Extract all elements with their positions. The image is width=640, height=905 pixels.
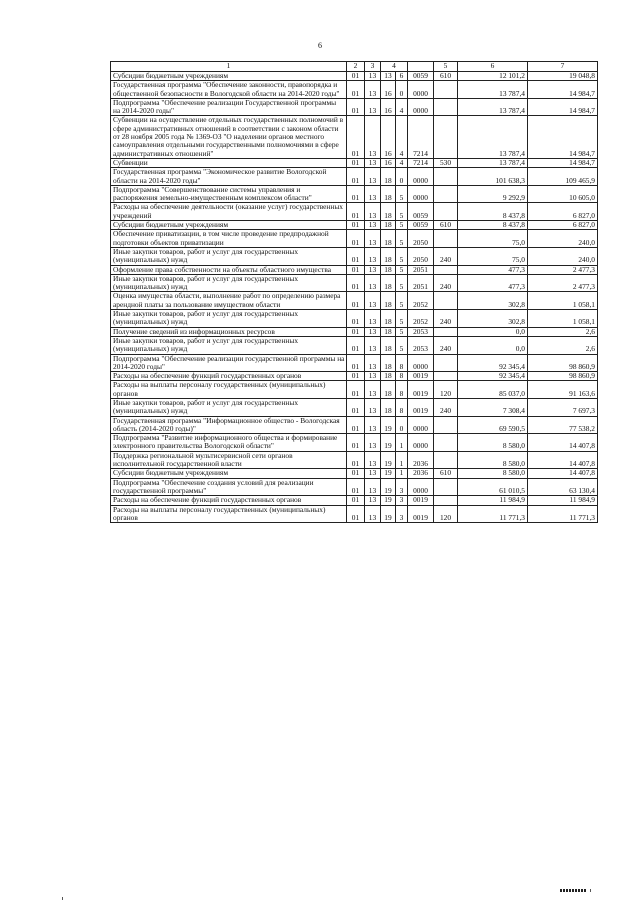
amount-year1-cell: 302,8 (458, 292, 528, 310)
amount-year1-cell: 12 101,2 (458, 72, 528, 81)
table-row (111, 478, 598, 496)
amount-year2-cell: 14 984,7 (528, 81, 598, 99)
amount-year2-cell: 19 048,8 (528, 72, 598, 81)
section-code-cell: 01 (347, 310, 365, 328)
direction-code-cell: 2052 (408, 292, 434, 310)
row-name-cell: Подпрограмма "Обеспечение реализации государственной программы на 2014-2020 годы" (111, 354, 347, 372)
expense-type-cell (434, 292, 458, 310)
program-code-cell: 19 (381, 434, 396, 452)
subsection-code-cell: 13 (365, 478, 381, 496)
table-row (111, 168, 598, 186)
amount-year2-cell: 11 984,9 (528, 496, 598, 505)
direction-code-cell: 0000 (408, 168, 434, 186)
program-code-cell: 16 (381, 116, 396, 158)
table-row (111, 416, 598, 434)
subprogram-code-cell: 5 (396, 336, 408, 354)
amount-year2-cell: 14 984,7 (528, 158, 598, 167)
row-name-cell: Государственная программа "Информационное общество - Вологодская область (2014-2020 годы)" (111, 416, 347, 434)
direction-code-cell: 2052 (408, 310, 434, 328)
direction-code-cell: 0000 (408, 185, 434, 203)
section-code-cell: 01 (347, 505, 365, 523)
expense-type-cell (434, 185, 458, 203)
section-code-cell: 01 (347, 478, 365, 496)
row-name-cell: Государственная программа "Экономическое развитие Вологодской области на 2014-2020 годы" (111, 168, 347, 186)
amount-year2-cell: 14 407,8 (528, 469, 598, 478)
subsection-code-cell: 13 (365, 381, 381, 399)
section-code-cell: 01 (347, 158, 365, 167)
page-number: 6 (318, 41, 322, 50)
table-row (111, 203, 598, 221)
amount-year2-cell: 14 407,8 (528, 434, 598, 452)
row-name-cell: Субвенции (111, 158, 347, 167)
header-cell: 7 (528, 62, 598, 72)
subsection-code-cell: 13 (365, 416, 381, 434)
subprogram-code-cell: 6 (396, 72, 408, 81)
subsection-code-cell: 13 (365, 336, 381, 354)
direction-code-cell: 0000 (408, 98, 434, 116)
amount-year1-cell: 8 437,8 (458, 203, 528, 221)
section-code-cell: 01 (347, 292, 365, 310)
subsection-code-cell: 13 (365, 372, 381, 381)
direction-code-cell: 0019 (408, 398, 434, 416)
section-code-cell: 01 (347, 381, 365, 399)
amount-year1-cell: 69 590,5 (458, 416, 528, 434)
expense-type-cell: 240 (434, 310, 458, 328)
subsection-code-cell: 13 (365, 81, 381, 99)
amount-year1-cell: 92 345,4 (458, 372, 528, 381)
expense-type-cell: 240 (434, 247, 458, 265)
subprogram-code-cell: 5 (396, 203, 408, 221)
expense-type-cell: 120 (434, 505, 458, 523)
section-code-cell: 01 (347, 81, 365, 99)
direction-code-cell: 7214 (408, 158, 434, 167)
row-name-cell: Подпрограмма "Развитие информационного общества и формирование электронного правительства Вологодской области" (111, 434, 347, 452)
subprogram-code-cell: 5 (396, 327, 408, 336)
subsection-code-cell: 13 (365, 292, 381, 310)
expense-type-cell (434, 354, 458, 372)
program-code-cell: 18 (381, 381, 396, 399)
amount-year1-cell: 13 787,4 (458, 81, 528, 99)
amount-year1-cell: 92 345,4 (458, 354, 528, 372)
subsection-code-cell: 13 (365, 274, 381, 292)
subprogram-code-cell: 8 (396, 398, 408, 416)
section-code-cell: 01 (347, 265, 365, 274)
direction-code-cell: 0059 (408, 221, 434, 230)
header-cell (408, 62, 434, 72)
amount-year1-cell: 477,3 (458, 274, 528, 292)
row-name-cell: Подпрограмма "Совершенствование системы управления и распоряжения земельно-имущественным комплексом области" (111, 185, 347, 203)
amount-year2-cell: 2 477,3 (528, 265, 598, 274)
row-name-cell: Субвенции на осуществление отдельных государственных полномочий в сфере административных отношений в соответствии с законом области от 28 ноября 2005 года № 1369-ОЗ "О наделении органов местного самоуправления отдельными государственными полномочиями в сфере административных отношений" (111, 116, 347, 158)
subprogram-code-cell: 8 (396, 354, 408, 372)
amount-year2-cell: 91 163,6 (528, 381, 598, 399)
subprogram-code-cell: 8 (396, 372, 408, 381)
direction-code-cell: 0000 (408, 478, 434, 496)
program-code-cell: 19 (381, 416, 396, 434)
program-code-cell: 16 (381, 158, 396, 167)
amount-year2-cell: 77 538,2 (528, 416, 598, 434)
program-code-cell: 18 (381, 221, 396, 230)
table-row (111, 398, 598, 416)
program-code-cell: 18 (381, 185, 396, 203)
direction-code-cell: 2051 (408, 274, 434, 292)
subprogram-code-cell: 5 (396, 274, 408, 292)
header-cell: 3 (365, 62, 381, 72)
amount-year1-cell: 13 787,4 (458, 98, 528, 116)
subsection-code-cell: 13 (365, 72, 381, 81)
subsection-code-cell: 13 (365, 230, 381, 248)
expense-type-cell (434, 98, 458, 116)
section-code-cell: 01 (347, 230, 365, 248)
direction-code-cell: 7214 (408, 116, 434, 158)
scan-dot (590, 889, 591, 892)
subsection-code-cell: 13 (365, 247, 381, 265)
amount-year1-cell: 9 292,9 (458, 185, 528, 203)
subprogram-code-cell: 3 (396, 496, 408, 505)
budget-table (110, 61, 598, 523)
amount-year2-cell: 10 605,0 (528, 185, 598, 203)
table-row (111, 451, 598, 469)
section-code-cell: 01 (347, 185, 365, 203)
table-row (111, 469, 598, 478)
program-code-cell: 18 (381, 310, 396, 328)
header-cell: 4 (381, 62, 408, 72)
direction-code-cell: 0059 (408, 203, 434, 221)
table-row (111, 336, 598, 354)
subsection-code-cell: 13 (365, 221, 381, 230)
row-name-cell: Иные закупки товаров, работ и услуг для государственных (муниципальных) нужд (111, 310, 347, 328)
table-row (111, 265, 598, 274)
section-code-cell: 01 (347, 327, 365, 336)
expense-type-cell: 610 (434, 221, 458, 230)
amount-year2-cell: 6 827,0 (528, 221, 598, 230)
table-row (111, 434, 598, 452)
amount-year1-cell: 75,0 (458, 247, 528, 265)
expense-type-cell (434, 478, 458, 496)
row-name-cell: Иные закупки товаров, работ и услуг для государственных (муниципальных) нужд (111, 336, 347, 354)
subsection-code-cell: 13 (365, 496, 381, 505)
subsection-code-cell: 13 (365, 451, 381, 469)
direction-code-cell: 2053 (408, 336, 434, 354)
subprogram-code-cell: 8 (396, 381, 408, 399)
expense-type-cell (434, 230, 458, 248)
direction-code-cell: 2053 (408, 327, 434, 336)
amount-year2-cell: 1 058,1 (528, 292, 598, 310)
amount-year2-cell: 2,6 (528, 336, 598, 354)
program-code-cell: 16 (381, 98, 396, 116)
row-name-cell: Расходы на выплаты персоналу государственных (муниципальных) органов (111, 505, 347, 523)
program-code-cell: 18 (381, 292, 396, 310)
amount-year1-cell: 8 580,0 (458, 434, 528, 452)
direction-code-cell: 0000 (408, 434, 434, 452)
row-name-cell: Иные закупки товаров, работ и услуг для государственных (муниципальных) нужд (111, 274, 347, 292)
amount-year1-cell: 13 787,4 (458, 116, 528, 158)
section-code-cell: 01 (347, 416, 365, 434)
row-name-cell: Получение сведений из информационных ресурсов (111, 327, 347, 336)
section-code-cell: 01 (347, 469, 365, 478)
program-code-cell: 18 (381, 398, 396, 416)
amount-year1-cell: 61 010,5 (458, 478, 528, 496)
program-code-cell: 16 (381, 81, 396, 99)
amount-year2-cell: 11 771,3 (528, 505, 598, 523)
subprogram-code-cell: 5 (396, 265, 408, 274)
table-row (111, 221, 598, 230)
program-code-cell: 18 (381, 265, 396, 274)
scan-barcode-mark (560, 889, 586, 892)
row-name-cell: Субсидии бюджетным учреждениям (111, 469, 347, 478)
header-cell: 6 (458, 62, 528, 72)
subprogram-code-cell: 0 (396, 416, 408, 434)
subprogram-code-cell: 0 (396, 168, 408, 186)
amount-year2-cell: 98 860,9 (528, 354, 598, 372)
row-name-cell: Субсидии бюджетным учреждениям (111, 221, 347, 230)
subsection-code-cell: 13 (365, 185, 381, 203)
subprogram-code-cell: 1 (396, 434, 408, 452)
direction-code-cell: 2050 (408, 230, 434, 248)
direction-code-cell: 0000 (408, 354, 434, 372)
row-name-cell: Оценка имущества области, выполнение работ по определению размера арендной платы за пользование имуществом области (111, 292, 347, 310)
subsection-code-cell: 13 (365, 116, 381, 158)
amount-year1-cell: 101 638,3 (458, 168, 528, 186)
section-code-cell: 01 (347, 274, 365, 292)
amount-year1-cell: 85 037,0 (458, 381, 528, 399)
expense-type-cell (434, 327, 458, 336)
section-code-cell: 01 (347, 496, 365, 505)
table-row (111, 310, 598, 328)
expense-type-cell (434, 203, 458, 221)
amount-year1-cell: 0,0 (458, 327, 528, 336)
table-row (111, 496, 598, 505)
row-name-cell: Расходы на обеспечение деятельности (оказание услуг) государственных учреждений (111, 203, 347, 221)
subprogram-code-cell: 5 (396, 230, 408, 248)
section-code-cell: 01 (347, 434, 365, 452)
row-name-cell: Обеспечение приватизации, в том числе проведение предпродажной подготовки объектов приватизации (111, 230, 347, 248)
subprogram-code-cell: 5 (396, 292, 408, 310)
subsection-code-cell: 13 (365, 327, 381, 336)
table-row (111, 116, 598, 158)
section-code-cell: 01 (347, 72, 365, 81)
expense-type-cell: 610 (434, 469, 458, 478)
direction-code-cell: 0019 (408, 381, 434, 399)
row-name-cell: Расходы на обеспечение функций государственных органов (111, 496, 347, 505)
row-name-cell: Иные закупки товаров, работ и услуг для государственных (муниципальных) нужд (111, 398, 347, 416)
subsection-code-cell: 13 (365, 168, 381, 186)
amount-year1-cell: 7 308,4 (458, 398, 528, 416)
subprogram-code-cell: 0 (396, 81, 408, 99)
amount-year1-cell: 11 984,9 (458, 496, 528, 505)
table-row (111, 274, 598, 292)
section-code-cell: 01 (347, 451, 365, 469)
subsection-code-cell: 13 (365, 310, 381, 328)
direction-code-cell: 2051 (408, 265, 434, 274)
expense-type-cell (434, 416, 458, 434)
table-row (111, 158, 598, 167)
row-name-cell: Поддержка региональной мультисервисной сети органов исполнительной государственной власти (111, 451, 347, 469)
section-code-cell: 01 (347, 221, 365, 230)
amount-year2-cell: 2,6 (528, 327, 598, 336)
amount-year2-cell: 7 697,3 (528, 398, 598, 416)
expense-type-cell (434, 116, 458, 158)
amount-year1-cell: 8 580,0 (458, 451, 528, 469)
subsection-code-cell: 13 (365, 505, 381, 523)
section-code-cell: 01 (347, 372, 365, 381)
subprogram-code-cell: 1 (396, 469, 408, 478)
amount-year2-cell: 6 827,0 (528, 203, 598, 221)
expense-type-cell (434, 81, 458, 99)
expense-type-cell (434, 372, 458, 381)
program-code-cell: 13 (381, 72, 396, 81)
section-code-cell: 01 (347, 247, 365, 265)
expense-type-cell: 610 (434, 72, 458, 81)
table-row (111, 247, 598, 265)
direction-code-cell: 0059 (408, 72, 434, 81)
program-code-cell: 18 (381, 247, 396, 265)
subsection-code-cell: 13 (365, 434, 381, 452)
amount-year1-cell: 11 771,3 (458, 505, 528, 523)
subprogram-code-cell: 4 (396, 98, 408, 116)
amount-year1-cell: 13 787,4 (458, 158, 528, 167)
row-name-cell: Подпрограмма "Обеспечение создания условий для реализации государственной программы" (111, 478, 347, 496)
direction-code-cell: 2050 (408, 247, 434, 265)
program-code-cell: 18 (381, 274, 396, 292)
amount-year2-cell: 109 465,9 (528, 168, 598, 186)
section-code-cell: 01 (347, 203, 365, 221)
section-code-cell: 01 (347, 336, 365, 354)
amount-year1-cell: 8 580,0 (458, 469, 528, 478)
program-code-cell: 18 (381, 354, 396, 372)
subsection-code-cell: 13 (365, 398, 381, 416)
row-name-cell: Подпрограмма "Обеспечение реализации Государственной программы на 2014-2020 годы" (111, 98, 347, 116)
program-code-cell: 19 (381, 451, 396, 469)
table-row (111, 72, 598, 81)
table-row (111, 505, 598, 523)
expense-type-cell: 530 (434, 158, 458, 167)
direction-code-cell: 0000 (408, 81, 434, 99)
expense-type-cell: 240 (434, 274, 458, 292)
row-name-cell: Иные закупки товаров, работ и услуг для государственных (муниципальных) нужд (111, 247, 347, 265)
subsection-code-cell: 13 (365, 469, 381, 478)
amount-year1-cell: 0,0 (458, 336, 528, 354)
row-name-cell: Оформление права собственности на объекты областного имущества (111, 265, 347, 274)
expense-type-cell: 240 (434, 336, 458, 354)
program-code-cell: 18 (381, 372, 396, 381)
table-row (111, 292, 598, 310)
subprogram-code-cell: 5 (396, 247, 408, 265)
subprogram-code-cell: 4 (396, 158, 408, 167)
program-code-cell: 19 (381, 505, 396, 523)
scan-dot (62, 897, 63, 900)
section-code-cell: 01 (347, 354, 365, 372)
program-code-cell: 18 (381, 230, 396, 248)
row-name-cell: Расходы на обеспечение функций государственных органов (111, 372, 347, 381)
program-code-cell: 18 (381, 327, 396, 336)
subprogram-code-cell: 5 (396, 221, 408, 230)
amount-year1-cell: 75,0 (458, 230, 528, 248)
subprogram-code-cell: 3 (396, 478, 408, 496)
section-code-cell: 01 (347, 116, 365, 158)
program-code-cell: 19 (381, 469, 396, 478)
direction-code-cell: 2036 (408, 451, 434, 469)
amount-year1-cell: 8 437,8 (458, 221, 528, 230)
amount-year2-cell: 63 130,4 (528, 478, 598, 496)
direction-code-cell: 2036 (408, 469, 434, 478)
expense-type-cell (434, 168, 458, 186)
expense-type-cell (434, 496, 458, 505)
table-row (111, 372, 598, 381)
table-row (111, 354, 598, 372)
expense-type-cell: 120 (434, 381, 458, 399)
amount-year2-cell: 14 407,8 (528, 451, 598, 469)
row-name-cell: Государственная программа "Обеспечение законности, правопорядка и общественной безопасности в Вологодской области на 2014-2020 годы" (111, 81, 347, 99)
amount-year2-cell: 2 477,3 (528, 274, 598, 292)
direction-code-cell: 0019 (408, 496, 434, 505)
expense-type-cell (434, 265, 458, 274)
expense-type-cell (434, 434, 458, 452)
header-cell: 1 (111, 62, 347, 72)
subprogram-code-cell: 1 (396, 451, 408, 469)
subprogram-code-cell: 5 (396, 185, 408, 203)
expense-type-cell: 240 (434, 398, 458, 416)
header-cell: 2 (347, 62, 365, 72)
direction-code-cell: 0019 (408, 372, 434, 381)
subprogram-code-cell: 3 (396, 505, 408, 523)
amount-year2-cell: 1 058,1 (528, 310, 598, 328)
program-code-cell: 18 (381, 336, 396, 354)
program-code-cell: 18 (381, 203, 396, 221)
row-name-cell: Расходы на выплаты персоналу государственных (муниципальных) органов (111, 381, 347, 399)
subsection-code-cell: 13 (365, 98, 381, 116)
amount-year1-cell: 477,3 (458, 265, 528, 274)
program-code-cell: 18 (381, 168, 396, 186)
table-row (111, 185, 598, 203)
section-code-cell: 01 (347, 398, 365, 416)
subsection-code-cell: 13 (365, 354, 381, 372)
table-row (111, 98, 598, 116)
program-code-cell: 19 (381, 478, 396, 496)
amount-year2-cell: 98 860,9 (528, 372, 598, 381)
amount-year2-cell: 240,0 (528, 230, 598, 248)
amount-year2-cell: 240,0 (528, 247, 598, 265)
table-row (111, 230, 598, 248)
table-header-row (111, 62, 598, 72)
program-code-cell: 19 (381, 496, 396, 505)
section-code-cell: 01 (347, 168, 365, 186)
direction-code-cell: 0000 (408, 416, 434, 434)
table-row (111, 381, 598, 399)
table-row (111, 81, 598, 99)
section-code-cell: 01 (347, 98, 365, 116)
subsection-code-cell: 13 (365, 203, 381, 221)
subsection-code-cell: 13 (365, 265, 381, 274)
amount-year2-cell: 14 984,7 (528, 98, 598, 116)
row-name-cell: Субсидии бюджетным учреждениям (111, 72, 347, 81)
amount-year1-cell: 302,8 (458, 310, 528, 328)
expense-type-cell (434, 451, 458, 469)
table-row (111, 327, 598, 336)
header-cell: 5 (434, 62, 458, 72)
amount-year2-cell: 14 984,7 (528, 116, 598, 158)
subprogram-code-cell: 5 (396, 310, 408, 328)
subsection-code-cell: 13 (365, 158, 381, 167)
subprogram-code-cell: 4 (396, 116, 408, 158)
direction-code-cell: 0019 (408, 505, 434, 523)
